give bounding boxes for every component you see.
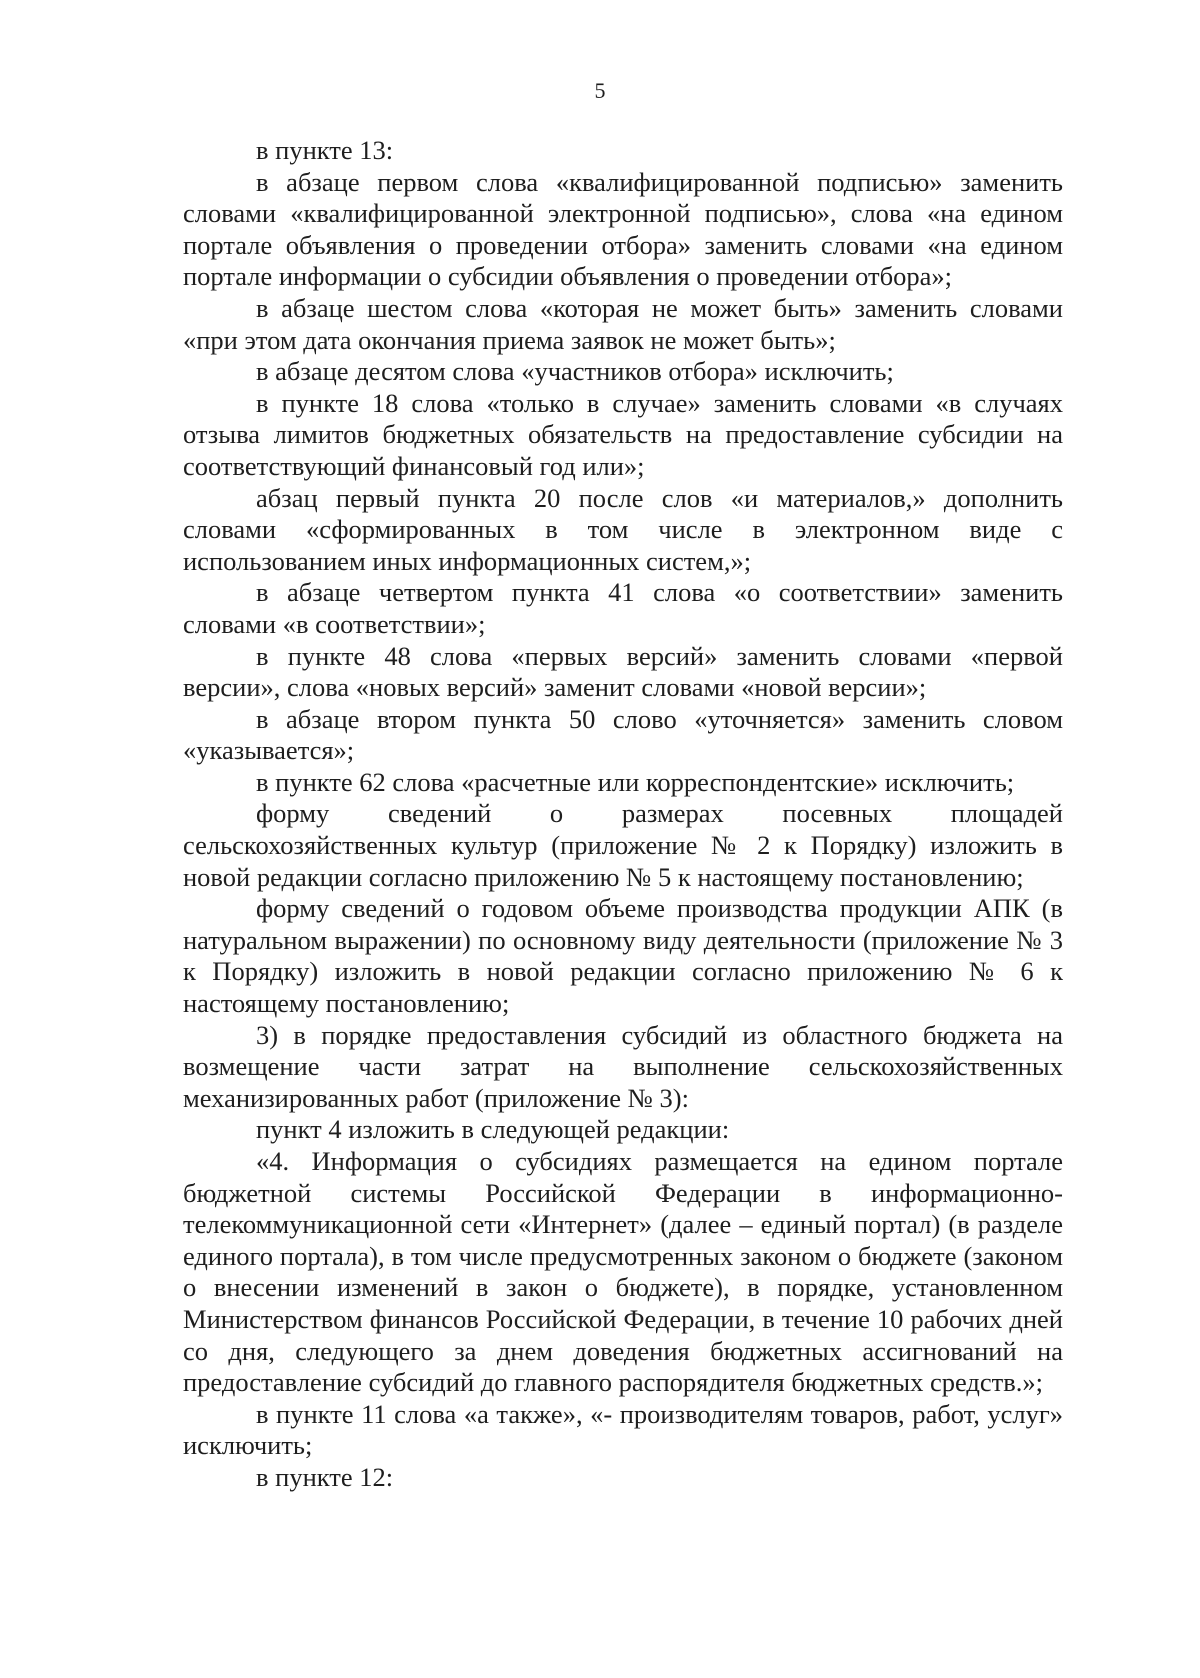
- paragraph: 3) в порядке предоставления субсидий из областного бюджета на возмещение части затрат на выполнение сельскохозяйственных механизированных работ (приложение № 3):: [183, 1019, 1063, 1113]
- paragraph: в пункте 13:: [256, 135, 394, 165]
- paragraph: абзац первый пункта 20 после слов «и материалов,» дополнить словами «сформированных в том числе в электронном виде с использованием иных информационных систем,»;: [183, 482, 1063, 576]
- paragraph: в пункте 18 слова «только в случае» заменить словами «в случаях отзыва лимитов бюджетных обязательств на предоставление субсидии на соответствующий финансовый год или»;: [183, 387, 1063, 481]
- paragraph: в абзаце четвертом пункта 41 слова «о соответствии» заменить словами «в соответствии»;: [183, 577, 1063, 639]
- paragraph: форму сведений о годовом объеме производства продукции АПК (в натуральном выражении) по основному виду деятельности (приложение № 3 к Порядку) изложить в новой редакции согласно приложению № 6 к настоящему постановлению;: [183, 893, 1063, 1019]
- paragraph: форму сведений о размерах посевных площадей сельскохозяйственных культур (приложение № 2 к Порядку) изложить в новой редакции согласно приложению № 5 к настоящему постановлению;: [183, 798, 1063, 892]
- paragraph: в абзаце десятом слова «участников отбора» исключить;: [256, 356, 894, 387]
- document-body: [183, 135, 1063, 1494]
- paragraph: в пункте 48 слова «первых версий» заменить словами «первой версии», слова «новых версий» заменит словами «новой версии»;: [183, 640, 1063, 703]
- paragraph: в абзаце шестом слова «которая не может быть» заменить словами «при этом дата окончания приема заявок не может быть»;: [183, 292, 1063, 355]
- paragraph: пункт 4 изложить в следующей редакции:: [256, 1114, 730, 1145]
- paragraph: «4. Информация о субсидиях размещается на едином портале бюджетной системы Российской Федерации в информационно-телекоммуникационной сети «Интернет» (далее – единый портал) (в разделе единого портала), в том числе предусмотренных законом о бюджете (законом о внесении изменений в закон о бюджете), в порядке, установленном Министерством финансов Российской Федерации, в течение 10 рабочих дней со дня, следующего за днем доведения бюджетных ассигнований на предоставление субсидий до главного распорядителя бюджетных средств.»;: [183, 1146, 1063, 1398]
- page-number: 5: [594, 78, 606, 103]
- paragraph: в пункте 11 слова «а также», «- производителям товаров, работ, услуг» исключить;: [183, 1398, 1063, 1461]
- paragraph: в абзаце первом слова «квалифицированной подписью» заменить словами «квалифицированной электронной подписью», слова «на едином портале объявления о проведении отбора» заменить словами «на едином портале информации о субсидии объявления о проведении отбора»;: [183, 166, 1063, 292]
- paragraph: в пункте 12:: [256, 1461, 394, 1492]
- paragraph: в пункте 62 слова «расчетные или корреспондентские» исключить;: [256, 766, 1015, 797]
- paragraph: в абзаце втором пункта 50 слово «уточняется» заменить словом «указывается»;: [183, 703, 1063, 766]
